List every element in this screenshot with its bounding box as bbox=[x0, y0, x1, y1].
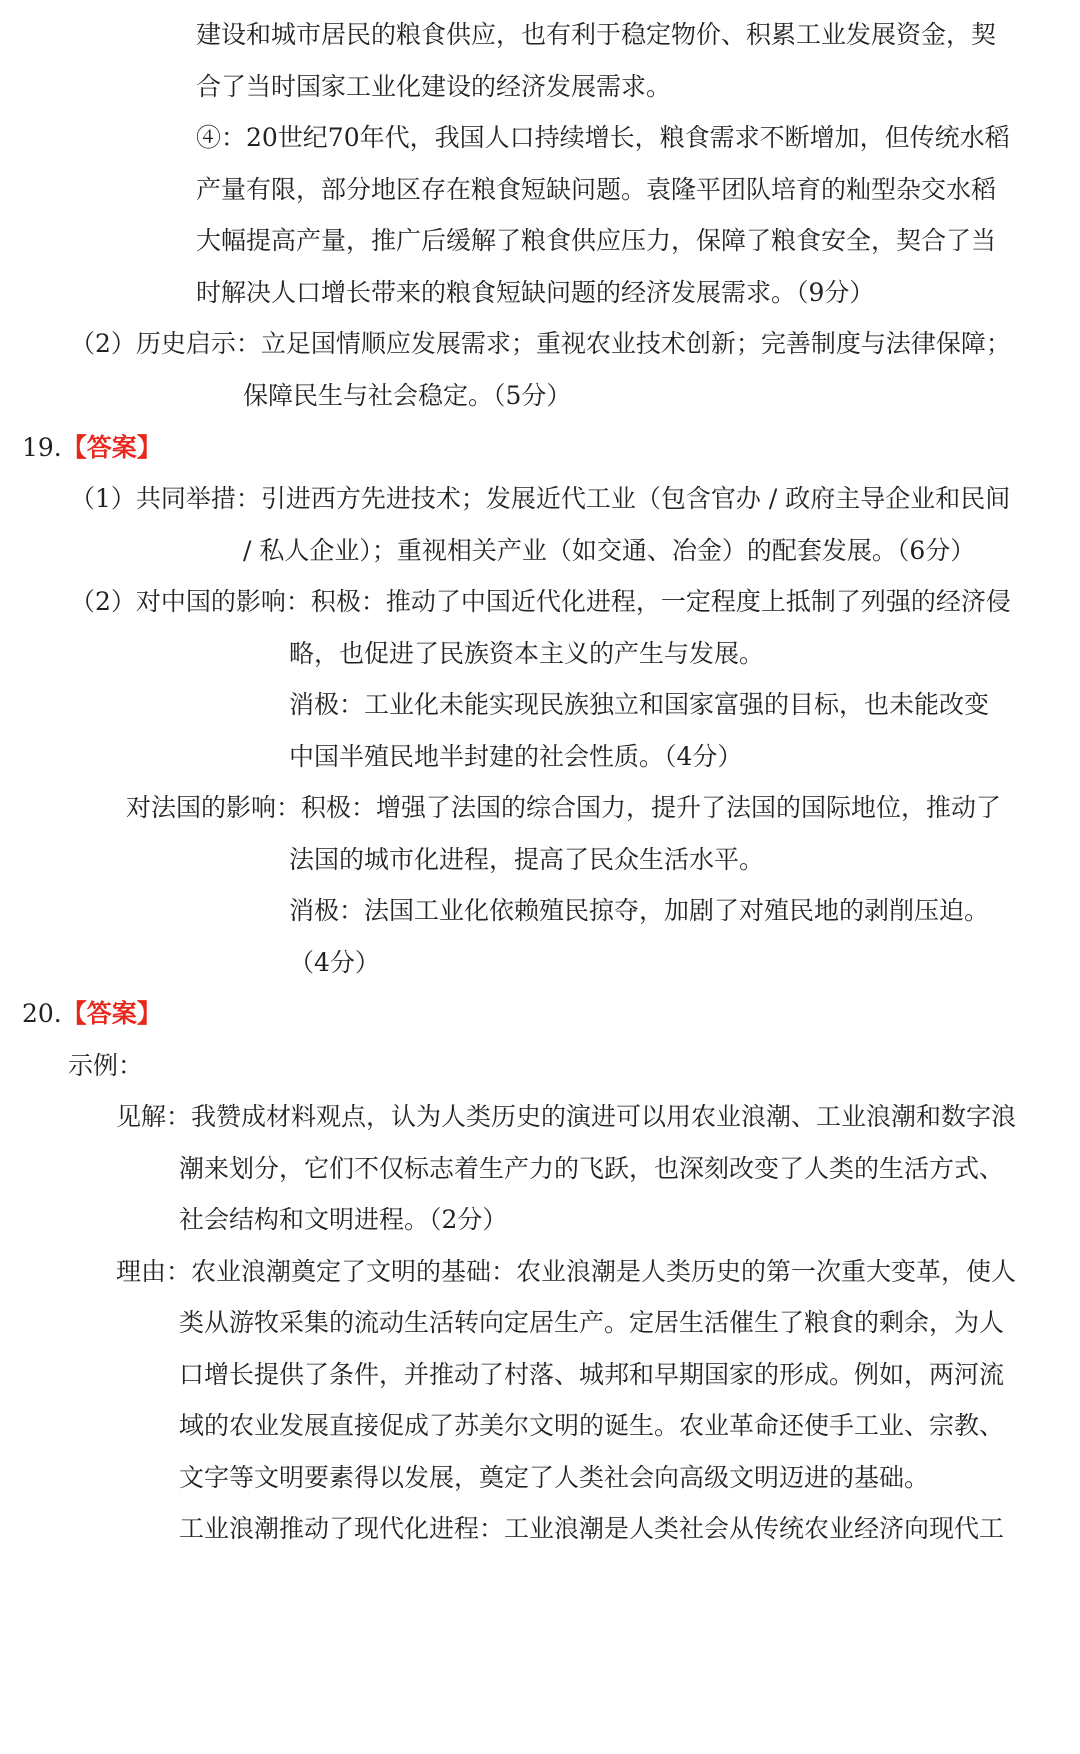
q18-p4-line-3: 大幅提高产量，推广后缓解了粮食供应压力，保障了粮食安全，契合了当 bbox=[196, 226, 997, 255]
q19-number: 19. bbox=[22, 433, 62, 462]
q20-view-line-1: 见解：我赞成材料观点，认为人类历史的演进可以用农业浪潮、工业浪潮和数字浪 bbox=[116, 1102, 1017, 1131]
q18-p4-line-2: 产量有限，部分地区存在粮食短缺问题。袁隆平团队培育的籼型杂交水稻 bbox=[196, 175, 997, 204]
q20-view-line-2: 潮来划分，它们不仅标志着生产力的飞跃，也深刻改变了人类的生活方式、 bbox=[179, 1154, 1005, 1183]
q20-number: 20. bbox=[22, 999, 62, 1028]
q18-p4-line-4: 时解决人口增长带来的粮食短缺问题的经济发展需求。（9分） bbox=[196, 278, 875, 307]
q20-reason-line-5: 文字等文明要素得以发展，奠定了人类社会向高级文明迈进的基础。 bbox=[179, 1463, 930, 1492]
q19-part1-line-2: / 私人企业）；重视相关产业（如交通、冶金）的配套发展。（6分） bbox=[243, 536, 976, 565]
q19-china-line-1: （2）对中国的影响：积极：推动了中国近代化进程，一定程度上抵制了列强的经济侵 bbox=[70, 587, 1011, 616]
q18-part2-line-1: （2）历史启示：立足国情顺应发展需求；重视农业技术创新；完善制度与法律保障； bbox=[70, 329, 1011, 358]
q19-france-line-2: 法国的城市化进程，提高了民众生活水平。 bbox=[289, 845, 765, 874]
q19-france-line-3: 消极：法国工业化依赖殖民掠夺，加剧了对殖民地的剥削压迫。 bbox=[289, 896, 990, 925]
q18-p4-line-1: ④：20世纪70年代，我国人口持续增长，粮食需求不断增加，但传统水稻 bbox=[196, 123, 1010, 152]
q19-france-line-1: 对法国的影响：积极：增强了法国的综合国力，提升了法国的国际地位，推动了 bbox=[126, 793, 1002, 822]
q19-china-line-2: 略，也促进了民族资本主义的产生与发展。 bbox=[289, 639, 765, 668]
q19-china-line-4: 中国半殖民地半封建的社会性质。（4分） bbox=[289, 742, 743, 771]
q20-reason-line-4: 域的农业发展直接促成了苏美尔文明的诞生。农业革命还使手工业、宗教、 bbox=[179, 1411, 1005, 1440]
q19-heading bbox=[22, 431, 162, 465]
q18-p3-line-2: 合了当时国家工业化建设的经济发展需求。 bbox=[196, 72, 672, 101]
q20-reason-line-6: 工业浪潮推动了现代化进程：工业浪潮是人类社会从传统农业经济向现代工 bbox=[179, 1514, 1005, 1543]
q20-reason-line-1: 理由：农业浪潮奠定了文明的基础：农业浪潮是人类历史的第一次重大变革，使人 bbox=[116, 1257, 1017, 1286]
q20-reason-line-2: 类从游牧采集的流动生活转向定居生产。定居生活催生了粮食的剩余，为人 bbox=[179, 1308, 1005, 1337]
q20-reason-line-3: 口增长提供了条件，并推动了村落、城邦和早期国家的形成。例如，两河流 bbox=[179, 1360, 1005, 1389]
q20-answer-tag: 【答案】 bbox=[61, 999, 162, 1028]
q19-china-line-3: 消极：工业化未能实现民族独立和国家富强的目标，也未能改变 bbox=[289, 690, 990, 719]
q19-answer-tag: 【答案】 bbox=[61, 433, 162, 462]
q19-france-line-4: （4分） bbox=[289, 948, 380, 977]
q18-part2-line-2: 保障民生与社会稳定。（5分） bbox=[243, 381, 572, 410]
q20-heading bbox=[22, 997, 162, 1031]
q18-p3-line-1: 建设和城市居民的粮食供应，也有利于稳定物价、积累工业发展资金，契 bbox=[196, 20, 997, 49]
q20-view-line-3: 社会结构和文明进程。（2分） bbox=[179, 1205, 508, 1234]
q20-example-label: 示例： bbox=[68, 1051, 144, 1080]
q19-part1-line-1: （1）共同举措：引进西方先进技术；发展近代工业（包含官办 / 政府主导企业和民间 bbox=[70, 484, 1011, 513]
